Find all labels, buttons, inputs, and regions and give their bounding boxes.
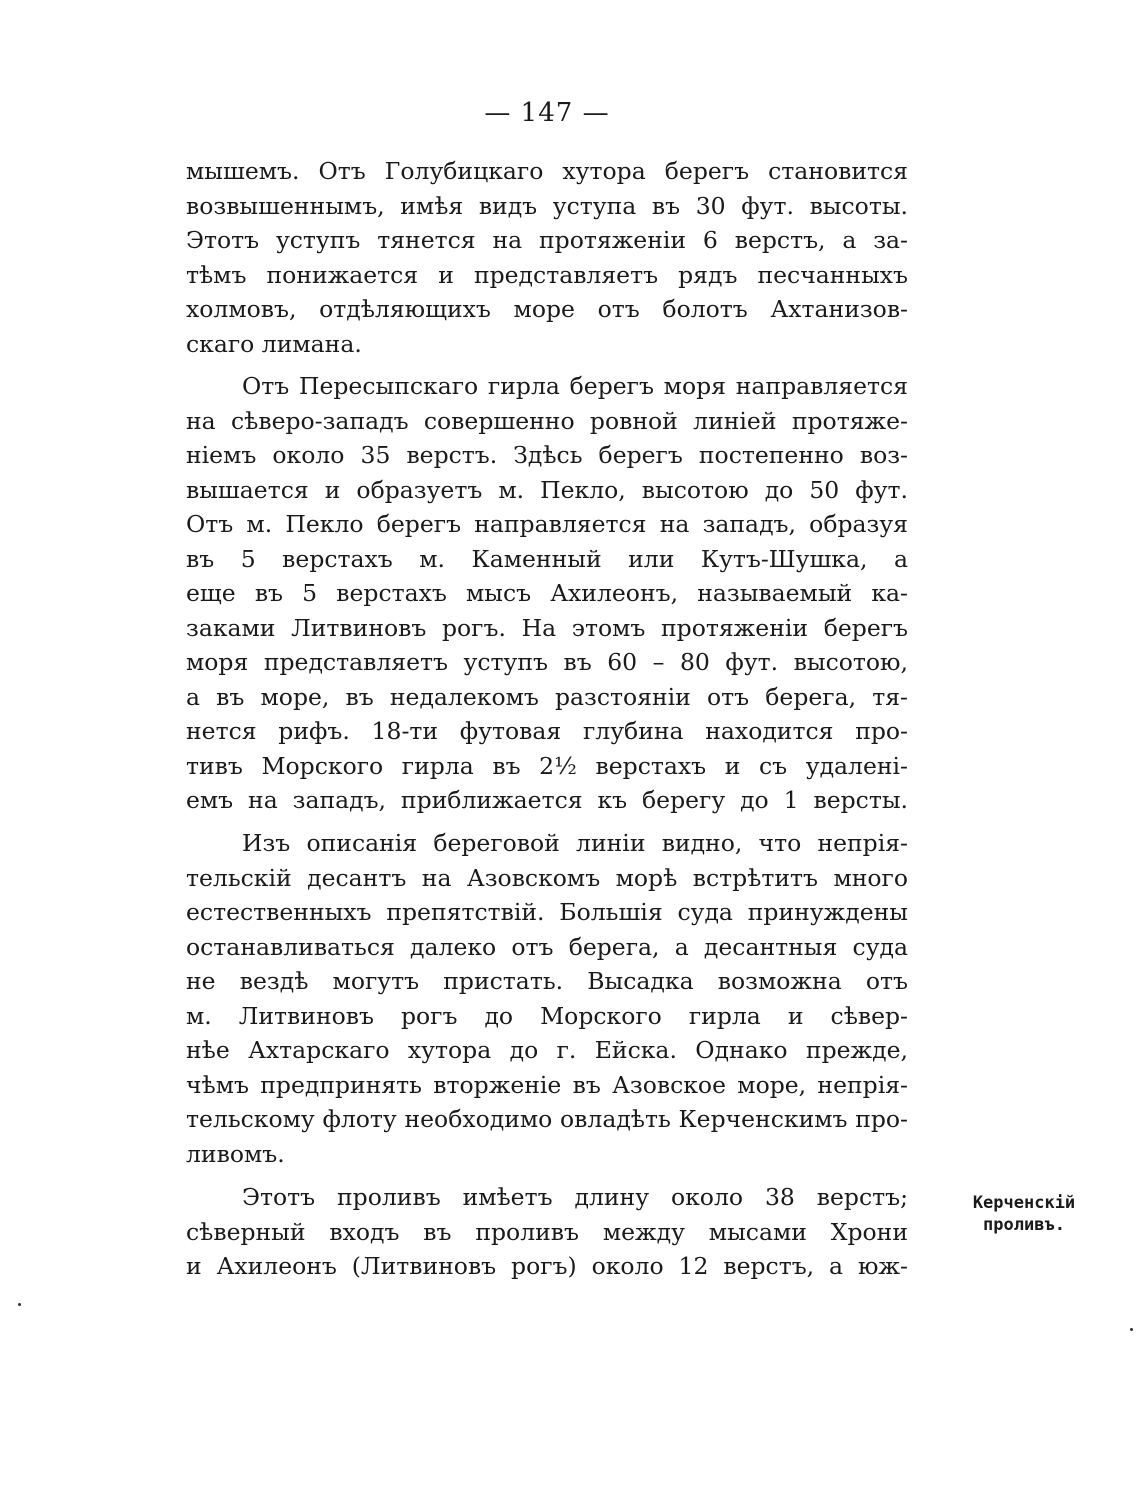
text-line: останавливаться далеко отъ берега, а десантныя суда	[186, 932, 908, 961]
paragraph-2	[186, 369, 908, 818]
text-line: холмовъ, отдѣляющихъ море отъ болотъ Ахтанизов-	[186, 295, 908, 323]
text-line: емъ на западъ, приближается къ берегу до 1 версты.	[186, 786, 908, 814]
text-line: Этотъ уступъ тянется на протяженiи 6 верстъ, а за-	[186, 226, 908, 254]
scan-speck	[18, 1303, 21, 1306]
text-line: Отъ Пересыпскаго гирла берегъ моря направляется	[242, 372, 908, 400]
text-line: естественныхъ препятствiй. Большiя суда принуждены	[186, 898, 908, 926]
text-line: нѣе Ахтарскаго хутора до г. Ейска. Однако прежде,	[186, 1036, 908, 1064]
text-line: Отъ м. Пекло берегъ направляется на западъ, образуя	[186, 510, 908, 538]
text-line: еще въ 5 верстахъ мысъ Ахилеонъ, называемый ка-	[186, 579, 908, 607]
text-line: въ 5 верстахъ м. Каменный или Кутъ-Шушка, а	[186, 544, 908, 573]
text-line: м. Литвиновъ рогъ до Морского гирла и сѣвер-	[186, 1001, 908, 1030]
text-line: заками Литвиновъ рогъ. На этомъ протяженiи берегъ	[186, 613, 908, 642]
text-line: а въ море, въ недалекомъ разстоянiи отъ берега, тя-	[186, 682, 908, 711]
text-line: не вездѣ могутъ пристать. Высадка возможна отъ	[186, 967, 908, 995]
margin-note	[914, 1192, 1134, 1236]
text-line: мышемъ. Отъ Голубицкаго хутора берегъ становится	[186, 157, 908, 185]
text-line: нiемъ около 35 верстъ. Здѣсь берегъ постепенно воз-	[186, 441, 908, 469]
page-number: — 147 —	[484, 98, 610, 128]
margin-note-title: Керченскiй	[972, 1193, 1076, 1213]
paragraph-1	[186, 154, 908, 361]
text-line: вышается и образуетъ м. Пекло, высотою до 50 фут.	[186, 475, 908, 504]
paragraph-4	[186, 1180, 908, 1284]
text-line: и Ахилеонъ (Литвиновъ рогъ) около 12 верстъ, а юж-	[186, 1252, 908, 1280]
text-line: скаго лимана.	[186, 329, 362, 358]
text-line: ливомъ.	[186, 1139, 285, 1168]
text-line: моря представляетъ уступъ въ 60 – 80 фут. высотою,	[186, 648, 908, 676]
text-line: тельскiй десантъ на Азовскомъ морѣ встрѣтитъ много	[186, 863, 908, 892]
paragraph-3	[186, 826, 908, 1171]
text-line: возвышеннымъ, имѣя видъ уступа въ 30 фут. высоты.	[186, 191, 908, 220]
text-line: тѣмъ понижается и представляетъ рядъ песчанныхъ	[186, 260, 908, 289]
text-line: сѣверный входъ въ проливъ между мысами Хрони	[186, 1217, 908, 1246]
text-line: Изъ описанiя береговой линiи видно, что непрiя-	[242, 829, 908, 857]
text-line: нется рифъ. 18-ти футовая глубина находится про-	[186, 717, 908, 745]
text-line: тивъ Морского гирла въ 2½ верстахъ и съ удаленi-	[186, 751, 908, 780]
text-line: тельскому флоту необходимо овладѣть Керченскимъ про-	[186, 1105, 908, 1133]
text-line: чѣмъ предпринять вторженiе въ Азовское море, непрiя-	[186, 1070, 908, 1099]
scan-speck	[1130, 1328, 1133, 1331]
text-line: Этотъ проливъ имѣетъ длину около 38 верстъ;	[242, 1183, 908, 1211]
text-line: на сѣверо-западъ совершенно ровной линiей протяже-	[186, 406, 908, 435]
margin-note-subtitle: проливъ.	[983, 1215, 1065, 1235]
